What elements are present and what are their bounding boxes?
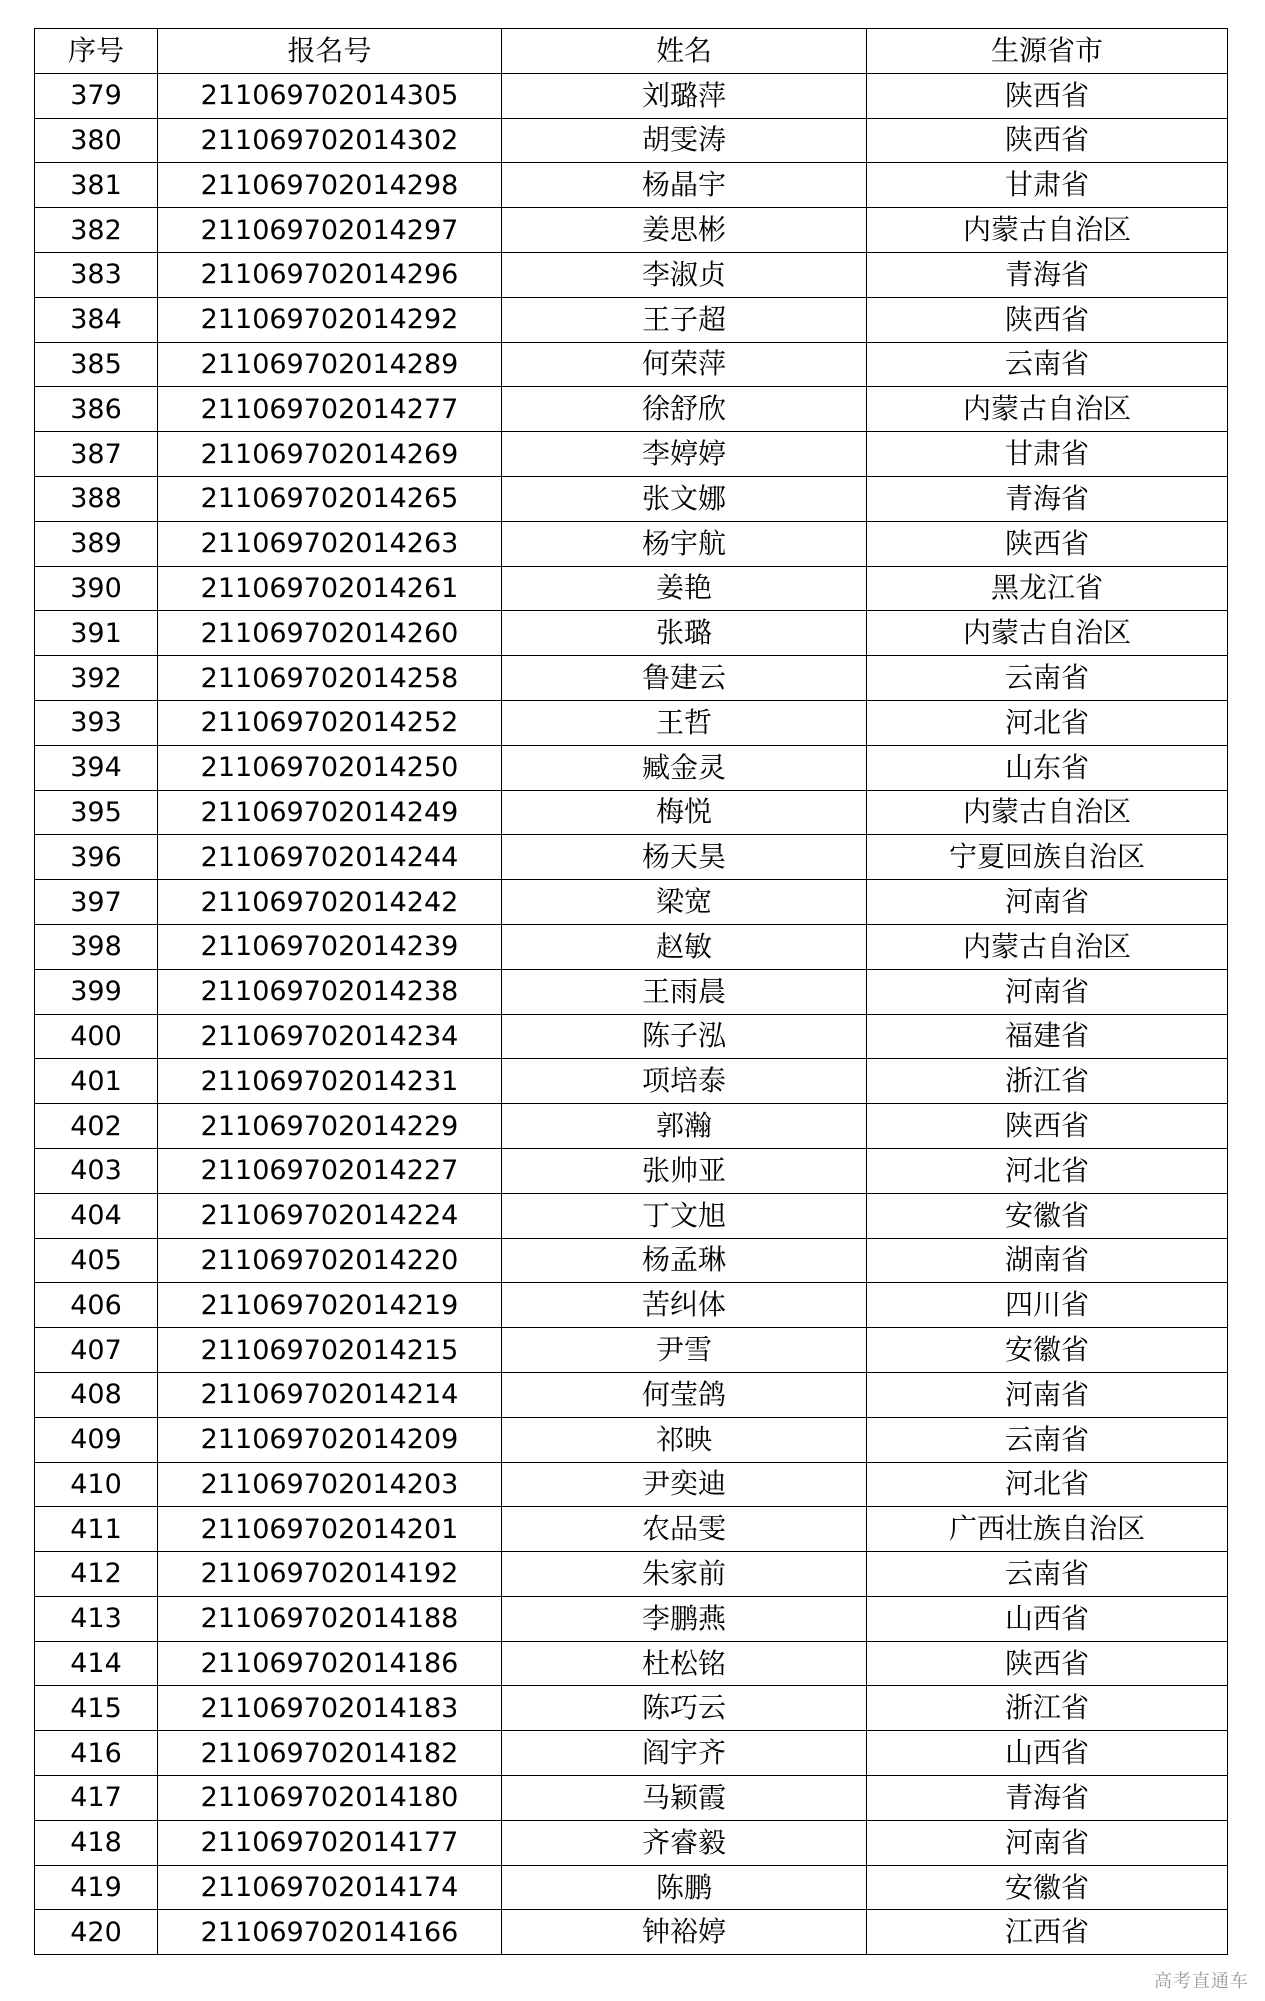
table-row: [35, 1552, 1228, 1597]
cell-name: 姜艳: [502, 566, 867, 611]
cell-name: 齐睿毅: [502, 1820, 867, 1865]
cell-name: 王子超: [502, 297, 867, 342]
cell-province: 陕西省: [867, 73, 1228, 118]
table-row: [35, 1148, 1228, 1193]
table-row: [35, 163, 1228, 208]
table-row: [35, 656, 1228, 701]
cell-registration-number: 211069702014296: [158, 252, 502, 297]
cell-registration-number: 211069702014289: [158, 342, 502, 387]
cell-registration-number: 211069702014292: [158, 297, 502, 342]
cell-name: 杨宇航: [502, 521, 867, 566]
cell-registration-number: 211069702014186: [158, 1641, 502, 1686]
cell-registration-number: 211069702014260: [158, 611, 502, 656]
cell-name: 张帅亚: [502, 1148, 867, 1193]
cell-name: 杜松铭: [502, 1641, 867, 1686]
cell-seq: 386: [35, 387, 158, 432]
cell-province: 陕西省: [867, 521, 1228, 566]
cell-seq: 394: [35, 745, 158, 790]
table-row: [35, 1014, 1228, 1059]
cell-province: 河南省: [867, 1372, 1228, 1417]
table-row: [35, 1820, 1228, 1865]
cell-name: 丁文旭: [502, 1193, 867, 1238]
cell-registration-number: 211069702014252: [158, 700, 502, 745]
cell-name: 刘璐萍: [502, 73, 867, 118]
cell-registration-number: 211069702014174: [158, 1865, 502, 1910]
cell-name: 陈子泓: [502, 1014, 867, 1059]
cell-province: 河北省: [867, 1148, 1228, 1193]
cell-registration-number: 211069702014302: [158, 118, 502, 163]
cell-province: 黑龙江省: [867, 566, 1228, 611]
table-row: [35, 969, 1228, 1014]
cell-province: 江西省: [867, 1910, 1228, 1955]
cell-registration-number: 211069702014166: [158, 1910, 502, 1955]
cell-name: 徐舒欣: [502, 387, 867, 432]
cell-province: 云南省: [867, 656, 1228, 701]
cell-registration-number: 211069702014250: [158, 745, 502, 790]
table-row: [35, 1686, 1228, 1731]
table-row: [35, 297, 1228, 342]
cell-province: 河北省: [867, 700, 1228, 745]
cell-name: 王哲: [502, 700, 867, 745]
cell-seq: 388: [35, 476, 158, 521]
cell-seq: 415: [35, 1686, 158, 1731]
table-row: [35, 835, 1228, 880]
cell-name: 苦纠体: [502, 1283, 867, 1328]
cell-province: 宁夏回族自治区: [867, 835, 1228, 880]
cell-province: 云南省: [867, 1417, 1228, 1462]
table-row: [35, 611, 1228, 656]
cell-registration-number: 211069702014188: [158, 1596, 502, 1641]
cell-registration-number: 211069702014238: [158, 969, 502, 1014]
cell-name: 赵敏: [502, 924, 867, 969]
cell-seq: 404: [35, 1193, 158, 1238]
cell-province: 河南省: [867, 1820, 1228, 1865]
cell-seq: 381: [35, 163, 158, 208]
cell-name: 钟裕婷: [502, 1910, 867, 1955]
cell-name: 杨天昊: [502, 835, 867, 880]
table-row: [35, 432, 1228, 477]
cell-registration-number: 211069702014265: [158, 476, 502, 521]
table-row: [35, 208, 1228, 253]
cell-seq: 380: [35, 118, 158, 163]
cell-province: 山东省: [867, 745, 1228, 790]
cell-seq: 403: [35, 1148, 158, 1193]
cell-seq: 396: [35, 835, 158, 880]
cell-name: 胡雯涛: [502, 118, 867, 163]
cell-name: 李淑贞: [502, 252, 867, 297]
table-row: [35, 1462, 1228, 1507]
cell-registration-number: 211069702014220: [158, 1238, 502, 1283]
cell-province: 安徽省: [867, 1328, 1228, 1373]
table-row: [35, 1328, 1228, 1373]
table-row: [35, 1731, 1228, 1776]
cell-registration-number: 211069702014214: [158, 1372, 502, 1417]
cell-name: 鲁建云: [502, 656, 867, 701]
cell-seq: 408: [35, 1372, 158, 1417]
table-row: [35, 476, 1228, 521]
table-row: [35, 1059, 1228, 1104]
cell-province: 陕西省: [867, 1104, 1228, 1149]
cell-seq: 411: [35, 1507, 158, 1552]
table-row: [35, 521, 1228, 566]
cell-seq: 416: [35, 1731, 158, 1776]
table-row: [35, 745, 1228, 790]
cell-name: 马颖霞: [502, 1776, 867, 1821]
cell-province: 安徽省: [867, 1193, 1228, 1238]
cell-name: 项培泰: [502, 1059, 867, 1104]
table-row: [35, 1417, 1228, 1462]
table-body: [35, 73, 1228, 1954]
cell-province: 安徽省: [867, 1865, 1228, 1910]
cell-name: 李婷婷: [502, 432, 867, 477]
table-row: [35, 1238, 1228, 1283]
cell-registration-number: 211069702014209: [158, 1417, 502, 1462]
table-row: [35, 1193, 1228, 1238]
cell-name: 何莹鸽: [502, 1372, 867, 1417]
table-row: [35, 1865, 1228, 1910]
cell-province: 湖南省: [867, 1238, 1228, 1283]
cell-seq: 379: [35, 73, 158, 118]
cell-seq: 419: [35, 1865, 158, 1910]
cell-name: 王雨晨: [502, 969, 867, 1014]
table-row: [35, 252, 1228, 297]
cell-name: 杨晶宇: [502, 163, 867, 208]
table-row: [35, 566, 1228, 611]
cell-seq: 410: [35, 1462, 158, 1507]
header-province: 生源省市: [867, 29, 1228, 74]
watermark-text: 高考直通车: [1154, 1971, 1249, 1992]
cell-province: 云南省: [867, 1552, 1228, 1597]
cell-seq: 420: [35, 1910, 158, 1955]
cell-name: 陈鹏: [502, 1865, 867, 1910]
cell-seq: 390: [35, 566, 158, 611]
table-row: [35, 790, 1228, 835]
cell-province: 青海省: [867, 476, 1228, 521]
table-row: [35, 1641, 1228, 1686]
cell-registration-number: 211069702014239: [158, 924, 502, 969]
cell-name: 李鹏燕: [502, 1596, 867, 1641]
cell-registration-number: 211069702014183: [158, 1686, 502, 1731]
header-registration-number: 报名号: [158, 29, 502, 74]
table-row: [35, 1372, 1228, 1417]
cell-name: 祁映: [502, 1417, 867, 1462]
table-header-row: [35, 29, 1228, 74]
cell-registration-number: 211069702014305: [158, 73, 502, 118]
cell-registration-number: 211069702014298: [158, 163, 502, 208]
table-row: [35, 387, 1228, 432]
cell-seq: 402: [35, 1104, 158, 1149]
cell-name: 尹奕迪: [502, 1462, 867, 1507]
cell-seq: 393: [35, 700, 158, 745]
cell-name: 农品雯: [502, 1507, 867, 1552]
cell-name: 朱家前: [502, 1552, 867, 1597]
table-row: [35, 118, 1228, 163]
cell-seq: 391: [35, 611, 158, 656]
cell-seq: 397: [35, 880, 158, 925]
cell-name: 梁宽: [502, 880, 867, 925]
table-row: [35, 1596, 1228, 1641]
table-row: [35, 700, 1228, 745]
cell-seq: 383: [35, 252, 158, 297]
cell-seq: 399: [35, 969, 158, 1014]
cell-province: 内蒙古自治区: [867, 611, 1228, 656]
cell-name: 陈巧云: [502, 1686, 867, 1731]
table-row: [35, 1283, 1228, 1328]
cell-seq: 395: [35, 790, 158, 835]
cell-registration-number: 211069702014180: [158, 1776, 502, 1821]
cell-province: 云南省: [867, 342, 1228, 387]
cell-seq: 407: [35, 1328, 158, 1373]
cell-seq: 382: [35, 208, 158, 253]
cell-registration-number: 211069702014263: [158, 521, 502, 566]
cell-registration-number: 211069702014192: [158, 1552, 502, 1597]
cell-seq: 417: [35, 1776, 158, 1821]
cell-seq: 384: [35, 297, 158, 342]
cell-province: 青海省: [867, 252, 1228, 297]
cell-seq: 392: [35, 656, 158, 701]
table-row: [35, 1507, 1228, 1552]
cell-province: 河北省: [867, 1462, 1228, 1507]
table-row: [35, 1776, 1228, 1821]
cell-name: 何荣萍: [502, 342, 867, 387]
cell-name: 臧金灵: [502, 745, 867, 790]
cell-province: 河南省: [867, 969, 1228, 1014]
cell-province: 四川省: [867, 1283, 1228, 1328]
cell-province: 广西壮族自治区: [867, 1507, 1228, 1552]
cell-registration-number: 211069702014203: [158, 1462, 502, 1507]
cell-province: 福建省: [867, 1014, 1228, 1059]
cell-registration-number: 211069702014219: [158, 1283, 502, 1328]
cell-registration-number: 211069702014234: [158, 1014, 502, 1059]
cell-name: 梅悦: [502, 790, 867, 835]
admission-roster-table: [34, 28, 1228, 1955]
cell-province: 山西省: [867, 1731, 1228, 1776]
cell-registration-number: 211069702014244: [158, 835, 502, 880]
table-row: [35, 342, 1228, 387]
cell-registration-number: 211069702014297: [158, 208, 502, 253]
cell-seq: 406: [35, 1283, 158, 1328]
cell-seq: 414: [35, 1641, 158, 1686]
header-seq: 序号: [35, 29, 158, 74]
cell-seq: 389: [35, 521, 158, 566]
cell-seq: 418: [35, 1820, 158, 1865]
cell-province: 内蒙古自治区: [867, 790, 1228, 835]
cell-province: 陕西省: [867, 1641, 1228, 1686]
cell-registration-number: 211069702014182: [158, 1731, 502, 1776]
cell-province: 内蒙古自治区: [867, 208, 1228, 253]
cell-seq: 401: [35, 1059, 158, 1104]
cell-name: 杨孟琳: [502, 1238, 867, 1283]
table-row: [35, 1104, 1228, 1149]
cell-province: 甘肃省: [867, 432, 1228, 477]
cell-province: 青海省: [867, 1776, 1228, 1821]
cell-province: 陕西省: [867, 297, 1228, 342]
cell-registration-number: 211069702014269: [158, 432, 502, 477]
cell-name: 尹雪: [502, 1328, 867, 1373]
cell-registration-number: 211069702014242: [158, 880, 502, 925]
cell-seq: 405: [35, 1238, 158, 1283]
cell-registration-number: 211069702014201: [158, 1507, 502, 1552]
cell-seq: 385: [35, 342, 158, 387]
cell-seq: 409: [35, 1417, 158, 1462]
cell-registration-number: 211069702014227: [158, 1148, 502, 1193]
cell-name: 张文娜: [502, 476, 867, 521]
cell-name: 郭瀚: [502, 1104, 867, 1149]
cell-registration-number: 211069702014224: [158, 1193, 502, 1238]
cell-seq: 413: [35, 1596, 158, 1641]
header-name: 姓名: [502, 29, 867, 74]
cell-registration-number: 211069702014258: [158, 656, 502, 701]
cell-province: 浙江省: [867, 1059, 1228, 1104]
cell-province: 河南省: [867, 880, 1228, 925]
cell-registration-number: 211069702014249: [158, 790, 502, 835]
cell-name: 姜思彬: [502, 208, 867, 253]
cell-province: 甘肃省: [867, 163, 1228, 208]
cell-province: 陕西省: [867, 118, 1228, 163]
cell-registration-number: 211069702014231: [158, 1059, 502, 1104]
cell-name: 张璐: [502, 611, 867, 656]
cell-province: 浙江省: [867, 1686, 1228, 1731]
table-row: [35, 73, 1228, 118]
cell-registration-number: 211069702014261: [158, 566, 502, 611]
table-row: [35, 1910, 1228, 1955]
cell-registration-number: 211069702014215: [158, 1328, 502, 1373]
table-row: [35, 924, 1228, 969]
table-row: [35, 880, 1228, 925]
cell-seq: 398: [35, 924, 158, 969]
cell-province: 内蒙古自治区: [867, 924, 1228, 969]
cell-seq: 400: [35, 1014, 158, 1059]
cell-seq: 412: [35, 1552, 158, 1597]
cell-name: 阎宇齐: [502, 1731, 867, 1776]
cell-registration-number: 211069702014277: [158, 387, 502, 432]
cell-province: 内蒙古自治区: [867, 387, 1228, 432]
cell-registration-number: 211069702014229: [158, 1104, 502, 1149]
cell-province: 山西省: [867, 1596, 1228, 1641]
cell-registration-number: 211069702014177: [158, 1820, 502, 1865]
cell-seq: 387: [35, 432, 158, 477]
